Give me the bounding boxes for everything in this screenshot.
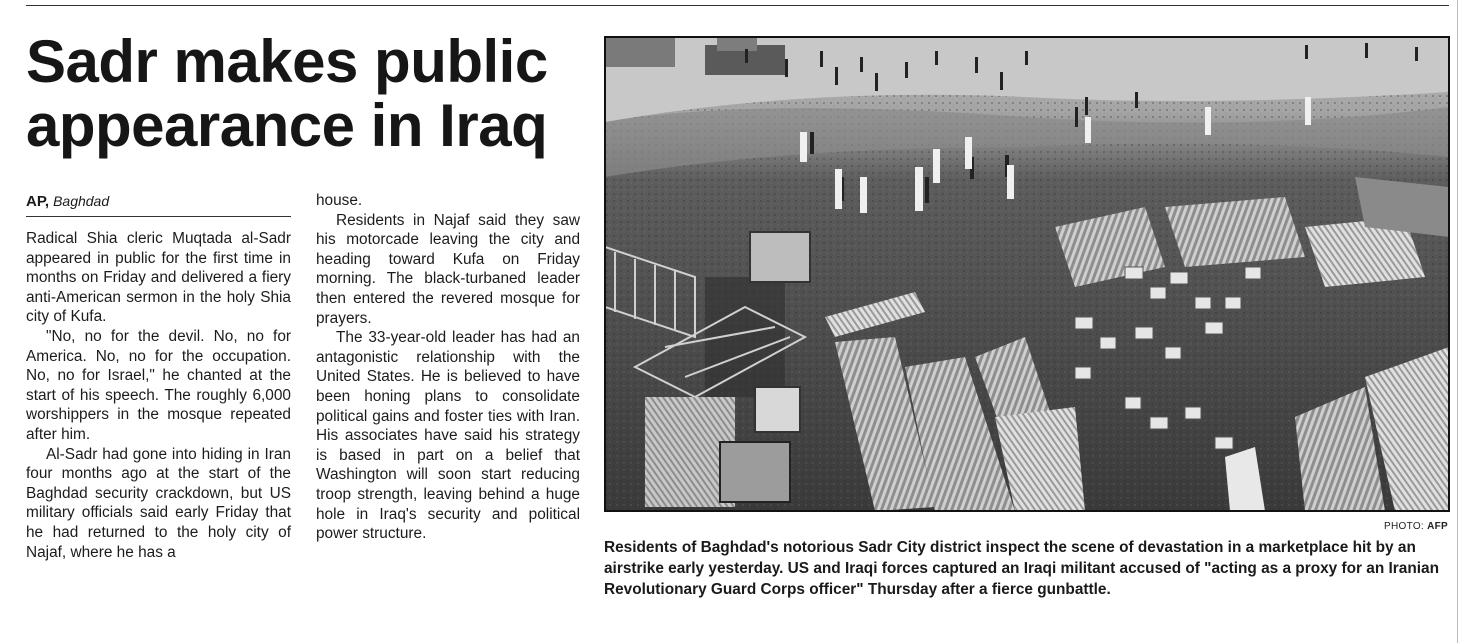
photo-illustration: [605, 37, 1449, 511]
paragraph-4: Residents in Najaf said they saw his motorcade leaving the city and heading toward Kufa on Friday morning. The black-turbaned leader then entered the revered mosque for prayers.: [316, 211, 580, 327]
paragraph-3: Al-Sadr had gone into hiding in Iran four months ago at the start of the Baghdad security crackdown, but US military officials said early Friday that he had returned to the holy city of Najaf, where he has a: [26, 445, 291, 561]
photo-credit: [1300, 521, 1448, 532]
article-column-2: [316, 191, 580, 544]
paragraph-5: The 33-year-old leader has had an antagonistic relationship with the United States. He is believed to have been honing plans to consolidate political gains and foster ties with Iran. His associates have said his strategy is based in part on a belief that Washington will soon start reducing troop strength, leaving behind a huge hole in Iraq's security and political power structure.: [316, 329, 580, 543]
paragraph-2: "No, no for the devil. No, no for America. No, no for the occupation. No, no for Israel," he chanted at the start of his speech. The roughly 6,000 worshippers in the mosque repeated after him.: [26, 327, 291, 443]
paragraph-1: Radical Shia cleric Muqtada al-Sadr appeared in public for the first time in months on Friday and delivered a fiery anti-American sermon in the holy Shia city of Kufa.: [26, 230, 291, 326]
byline-dateline: Baghdad: [53, 193, 110, 209]
page-edge-rule: [1457, 0, 1458, 643]
photo-credit-prefix: PHOTO:: [1384, 521, 1424, 532]
byline: [26, 192, 291, 217]
photo-caption: Residents of Baghdad's notorious Sadr City district inspect the scene of devastation in a marketplace hit by an airstrike early yesterday. US and Iraqi forces captured an Iraqi militant accused of "acting as a proxy for an Iranian Revolutionary Guard Corps officer" Thursday after a fierce gunbattle.: [604, 539, 1439, 598]
article-column-1: [26, 229, 291, 562]
byline-agency: AP,: [26, 193, 50, 210]
headline: Sadr makes public appearance in Iraq: [26, 28, 548, 159]
top-rule: [26, 5, 1449, 6]
news-photo: [604, 36, 1450, 512]
paragraph-3-continued: house.: [316, 192, 363, 209]
photo-credit-source: AFP: [1427, 521, 1448, 532]
